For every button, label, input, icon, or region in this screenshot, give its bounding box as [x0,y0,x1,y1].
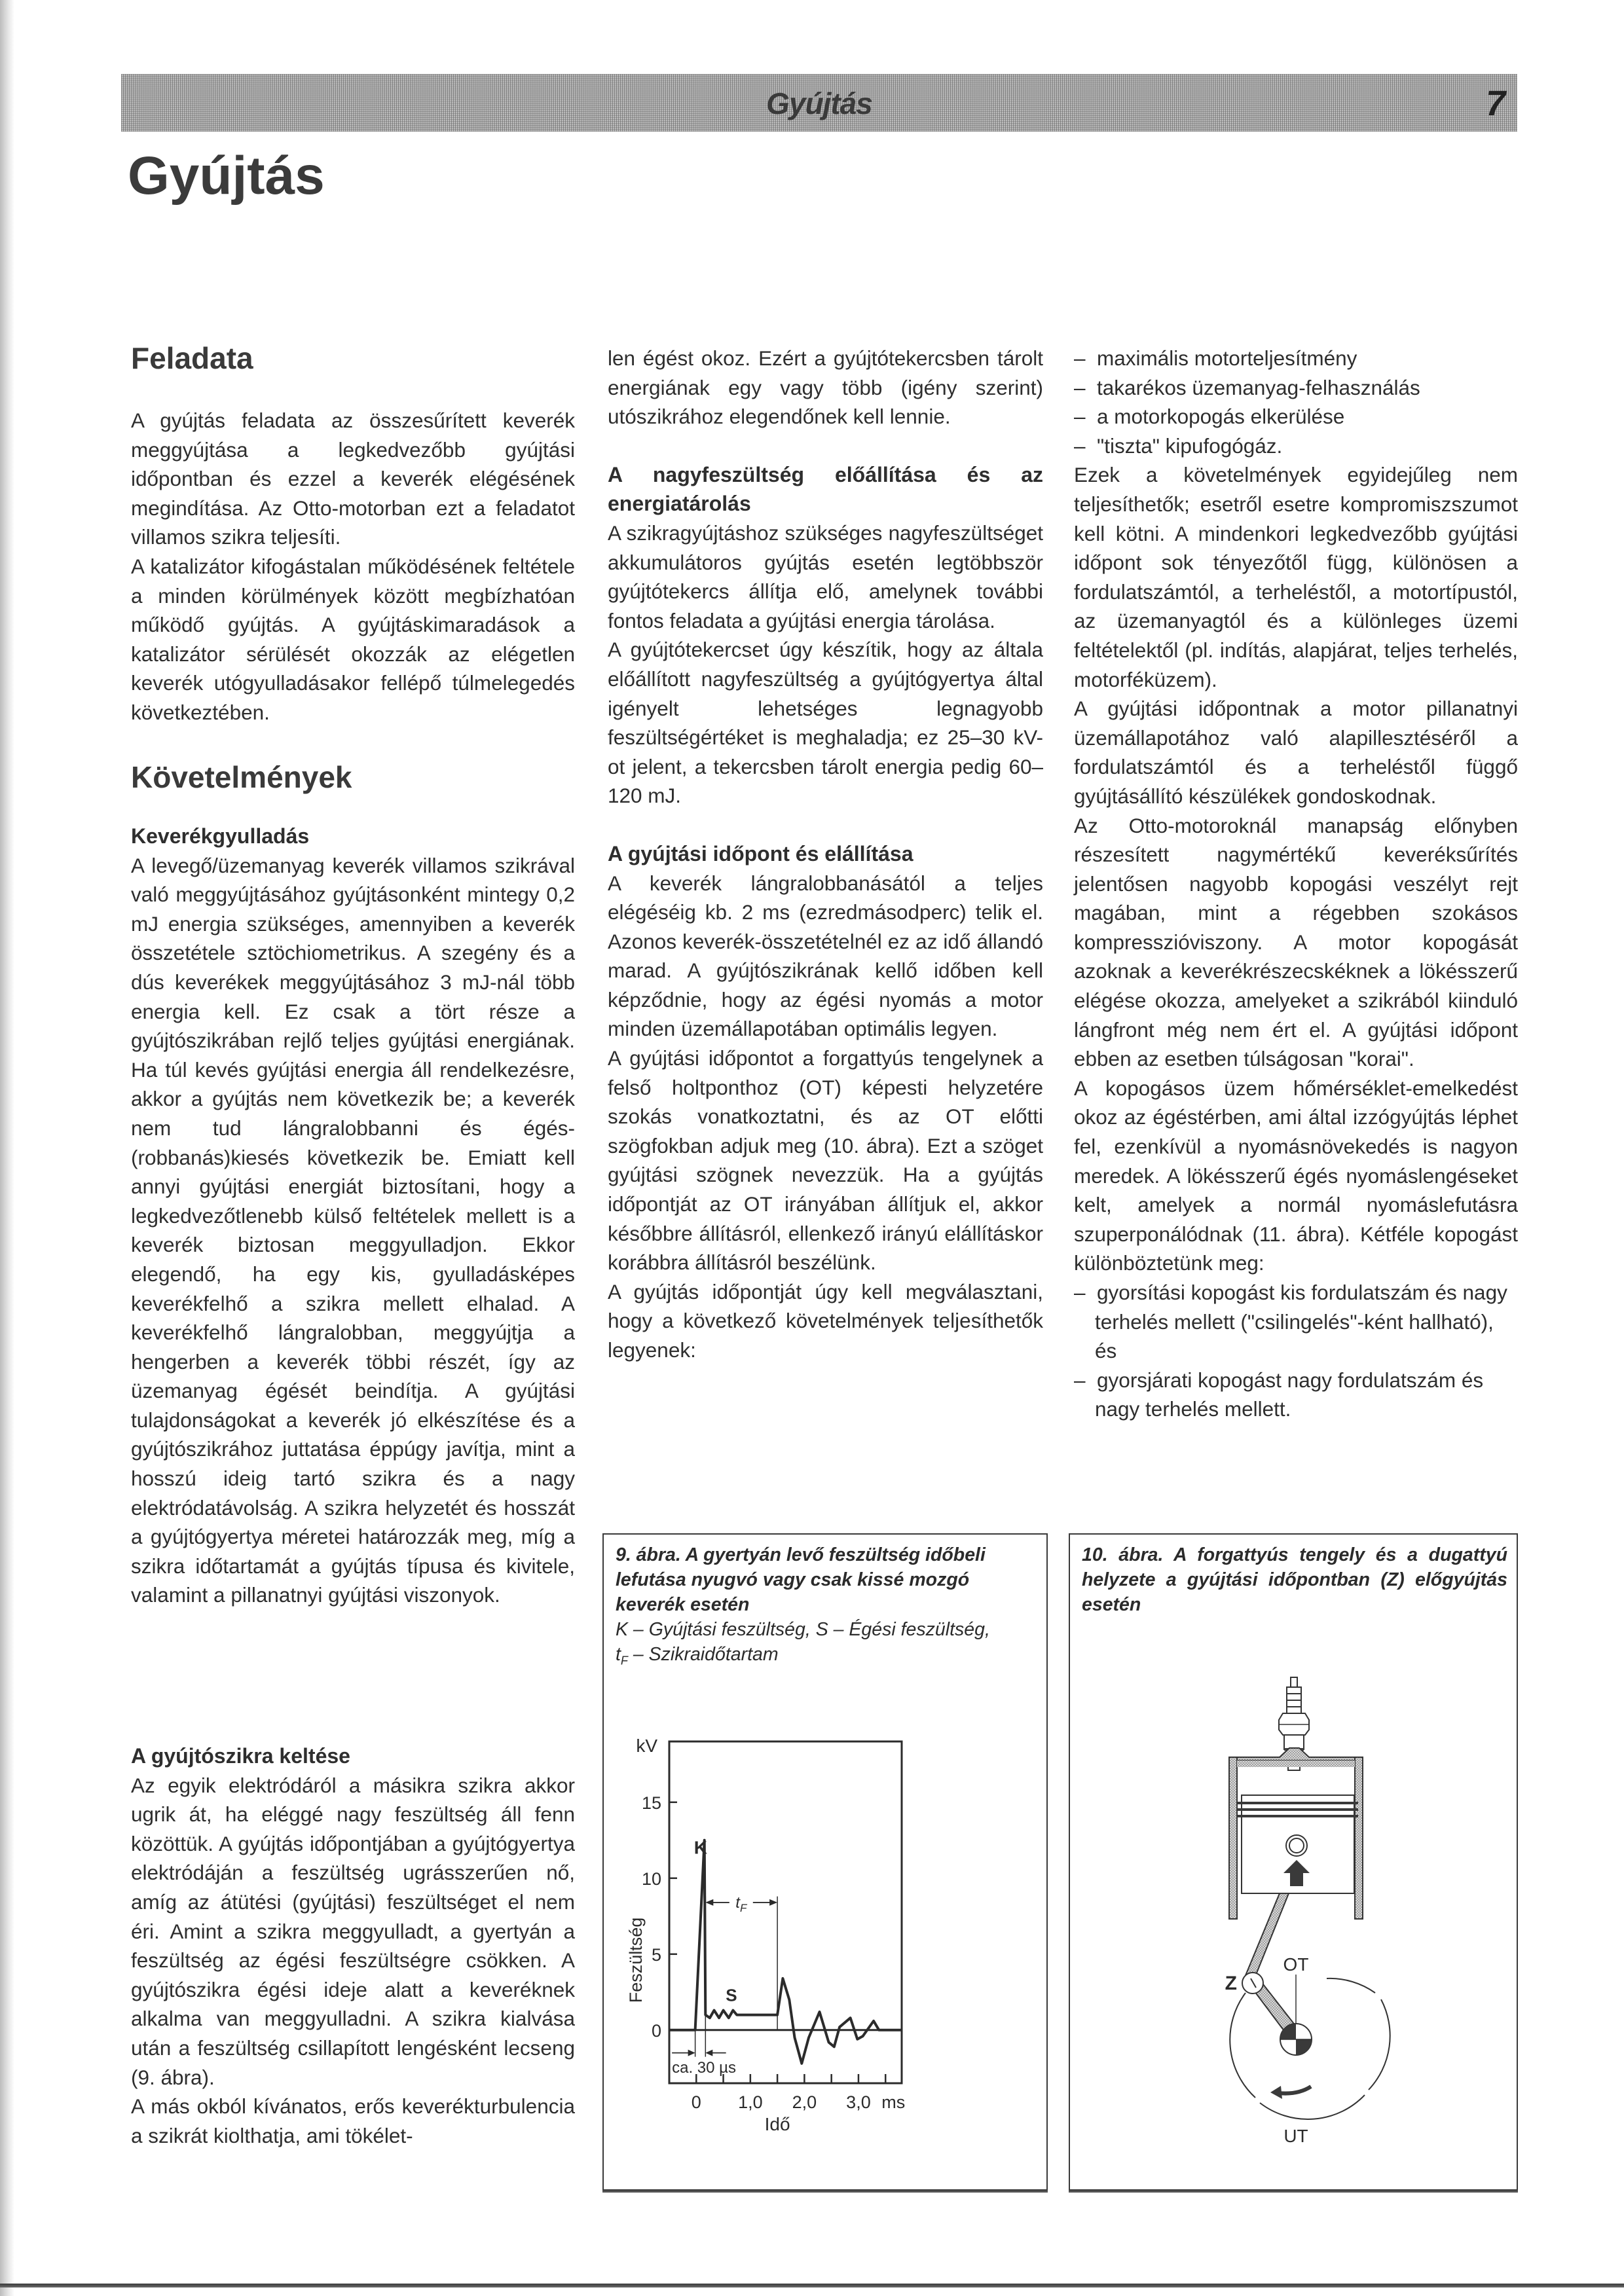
label-ut: UT [1283,2126,1308,2146]
paragraph: A keverék lángralobbanásától a teljes elégéséig kb. 2 ms (ezredmásodperc) telik el. Azonos keverék-összetételnél ez az idő állandó marad. A gyújtószikrának kellő időben kell képződnie, hogy az égési nyomás a motor minden üzemállapotában optimális legyen. [608,871,1043,1041]
figure-9 [602,1533,1048,2191]
paragraph: A gyújtás időpontját úgy kell megválasztani, hogy a következő követelmények teljesíthetők legyenek: [608,1279,1043,1362]
label-s: S [726,1985,737,2005]
page-title: Gyújtás [128,146,325,206]
paragraph: A más okból kívánatos, erős keverékturbulencia a szikrát kiolthatja, ami tökélet- [131,2094,575,2147]
label-k: K [693,1837,708,1858]
y-axis-label: Feszültség [626,1917,646,2003]
label-z: Z [1225,1973,1237,1994]
section-feladata-body [131,406,575,727]
y-tick-label: 15 [641,1793,661,1813]
tf-arrow-right-icon [769,1899,777,1906]
figure-9-caption-legend-2: $t_F$ – Szikraidőtartam [616,1644,779,1667]
section-kevereksgyulladas [131,822,575,1610]
section-gyujtoszikra-keltese [131,1741,575,2150]
label-ot: OT [1283,1954,1309,1975]
running-header-title: Gyújtás [766,86,872,120]
paragraph: A gyújtótekercset úgy készítik, hogy az általa előállított nagyfeszültség a gyújtógyertya által igényelt lehetséges legnagyobb feszültségértéket is meghaladja; ez 25–30 kV-ot jelent, a tekercsben tárolt energia pedig 60–120 mJ. [608,638,1043,808]
subheading-keverekgyulladas: Keverékgyulladás [131,824,310,848]
y-tick-label: 0 [651,2020,661,2041]
heading-kovetelmenyek: Követelmények [131,760,352,794]
paragraph: Az egyik elektródáról a másikra szikra akkor ugrik át, ha eléggé nagy feszültség áll fenn közöttük. A gyújtás időpontjában a gyújtógyertya elektródáján a feszültség ugrásszerűen nő, amíg az átütési (gyújtási) feszültséget el nem éri. Amint a szikra meggyulladt, a gyertyán a feszültség az égési feszültségre csökken. A gyújtószikra égési ideje alatt a keveréknek alkalma van meggyulladni. A szikra kialvása után a feszültség csillapított lengésként lecseng (9. ábra). [131,1773,575,2089]
figure-9-caption-legend-1: K – Gyújtási feszültség, S – Égési feszültség, [616,1619,990,1640]
crank-piston-diagram [1070,1535,1517,2189]
x-axis-label: Idő [764,2114,790,2134]
column3-body [1074,344,1518,1424]
list-item: – maximális motorteljesítmény [1074,346,1357,370]
column2-body [608,344,1043,1365]
list-item: – "tiszta" kipufogógáz. [1074,433,1283,458]
subheading-gyujtasi-idopont: A gyújtási időpont és elállítása [608,841,913,866]
paragraph: len égést okoz. Ezért a gyújtótekercsben tárolt energiának egy vagy több (igény szerint) utószikrához elegendőnek kell lennie. [608,346,1043,429]
duration-arrowhead-right-icon [705,2050,712,2056]
label-duration: ca. 30 µs [672,2058,737,2077]
paragraph: A katalizátor kifogástalan működésének feltétele a minden körülmények között megbízhatóan működő gyújtás. A gyújtáskimaradások a katalizátor sérülését okozzák az elégetlen keverék utógyulladásakor fellépő túlmelegedés következtében. [131,554,575,724]
figure-10 [1069,1533,1518,2191]
paragraph: A gyújtási időpontnak a motor pillanatnyi üzemállapotához való alapillesztéséről a fordulatszámtól és a terheléstől függő gyújtásállító készülékek gondoskodnak. [1074,697,1518,808]
y-tick-label: 5 [651,1944,661,1965]
list-item: – a motorkopogás elkerülése [1074,405,1345,429]
y-unit-label: kV [636,1736,657,1756]
list-item: – gyorsítási kopogást kis fordulatszám és nagy terhelés mellett ("csilingelés"-ként hallható), és [1074,1281,1507,1363]
paragraph: A kopogásos üzem hőmérséklet-emelkedést okoz az égéstérben, ami által izzógyújtás léphet fel, ezenkívül a nyomásnövekedés is nagyon meredek. A lökésszerű égés nyomáslengéseket kelt, amelyek a normál nyomáslefutásra szuperponálódnak (11. ábra). Kétféle kopogást különböztetünk meg: [1074,1076,1518,1275]
rotation-direction-arrow-icon [1270,2086,1311,2099]
x-tick-label: 2,0 [792,2092,817,2112]
crankshaft-center-icon [1280,2024,1312,2055]
paragraph: A gyújtási időpontot a forgattyús tengelynek a felső holtponthoz (OT) képesti helyzetére szokás vonatkoztatni, és az OT előtti szögfokban adjuk meg (10. ábra). Ezt a szöget gyújtási szögnek nevezzük. Ha a gyújtás időpontját az OT irányában állítjuk el, akkor későbbre állításról, ellenkező irányú elállításkor korábbra állításról beszélünk. [608,1046,1043,1275]
x-unit-label: ms [881,2092,906,2112]
subheading-nagyfeszultseg: A nagyfeszültség előállítása és az energiatárolás [608,462,1043,516]
page-gutter-shadow [0,0,14,2296]
paragraph: A szikragyújtáshoz szükséges nagyfeszültséget akkumulátoros gyújtás esetén legtöbbször gyújtótekercs állítja elő, amelynek további fontos feladata a gyújtási energia tárolása. [608,520,1043,632]
x-tick-label: 0 [691,2092,701,2112]
running-header [121,74,1517,132]
list-item: – takarékos üzemanyag-felhasználás [1074,375,1420,399]
connecting-rod-icon [1243,1893,1289,1984]
y-tick-label: 10 [641,1868,661,1889]
figure-10-caption: 10. ábra. A forgattyús tengely és a dugattyú helyzete a gyújtási időpontban (Z) előgyújtás esetén [1082,1544,1507,1615]
label-tf: $t_F$ [735,1893,747,1914]
subheading-gyujtoszikra-keltese: A gyújtószikra keltése [131,1744,350,1768]
crank-pin-icon [1242,1973,1263,1994]
knock-types-list [1074,1278,1518,1424]
page-bottom-edge [0,2284,1624,2287]
x-tick-label: 1,0 [738,2092,763,2112]
heading-feladata: Feladata [131,341,253,375]
tf-arrow-left-icon [705,1899,713,1906]
paragraph: A levegő/üzemanyag keverék villamos szikrával való meggyújtásához gyújtásonként mintegy 0,2 mJ energia szükséges, amennyiben a keverék összetétele sztöchiometrikus. A szegény és a dús keverékek meggyújtásához 3 mJ-nál több energia kell. Ez csak a tört része a gyújtószikrában rejlő teljes gyújtási energiának. Ha túl kevés gyújtási energia áll rendelkezésre, akkor a gyújtás nem következik be; a keverék nem tud lángralobbanni és égés- (robbanás)kiesés következik be. Emiatt kell annyi gyújtási energiát biztosítani, hogy a legkedvezőtlenebb külső feltételek mellett is a keverék biztosan meggyulladjon. Ekkor elegendő, ha egy kis, gyulladásképes keverékfelhő a szikra mellett elhalad. A keverékfelhő lángralobban, meggyújtja a hengerben a keverék többi részét, így az üzemanyag égését beindítja. A gyújtási tulajdonságokat a keverék jó elkészítése és a gyújtószikrához juttatása éppúgy javítja, mint a hosszú ideig tartó szikra és a nagy elektródatávolság. A szikra helyzetét és hosszát a gyújtógyertya méretei határozzák meg, míg a szikra időtartamát a gyújtás típusa és kivitele, valamint a pillanatnyi gyújtási viszonyok. [131,853,575,1607]
x-tick-label: 3,0 [846,2092,871,2112]
paragraph: A gyújtás feladata az összesűrített keverék meggyújtása a legkedvezőbb gyújtási időpontban és ezzel a keverék elégésének megindítása. Az Otto-motorban ezt a feladatot villamos szikra teljesíti. [131,409,575,549]
duration-arrowhead-left-icon [688,2050,695,2056]
voltage-time-chart [604,1535,1046,2189]
list-item: – gyorsjárati kopogást nagy fordulatszám és nagy terhelés mellett. [1074,1368,1484,1421]
requirements-list [1074,344,1518,460]
page-number: 7 [1485,84,1505,123]
piston-icon [1238,1795,1358,1893]
paragraph: Az Otto-motoroknál manapság előnyben részesített nagymértékű keveréksűrítés jelentősen nagyobb kopogási veszélyt rejt magában, mint a régebben szokásos kompresszióviszony. A motor kopogását azoknak a keverékrészecskéknek a lökésszerű elégése okozza, amelyeket a szikrából kiinduló lángfront még nem ért el. A gyújtási időpont ebben az esetben túlságosan "korai". [1074,813,1518,1071]
figure-9-caption-title: 9. ábra. A gyertyán levő feszültség időbeli lefutása nyugvó vagy csak kissé mozgó keverék esetén [616,1544,986,1615]
paragraph: Ezek a követelmények egyidejűleg nem teljesíthetők; esetről esetre kompromiszszumot kell kötni. A mindenkori legkedvezőbb gyújtási időpont sok tényezőtől függ, különösen a fordulatszámtól, a terheléstől, a motortípustól, az üzemanyagtól és a különleges üzemi feltételektől (pl. indítás, alapjárat, teljes terhelés, motorféküzem). [1074,463,1518,691]
